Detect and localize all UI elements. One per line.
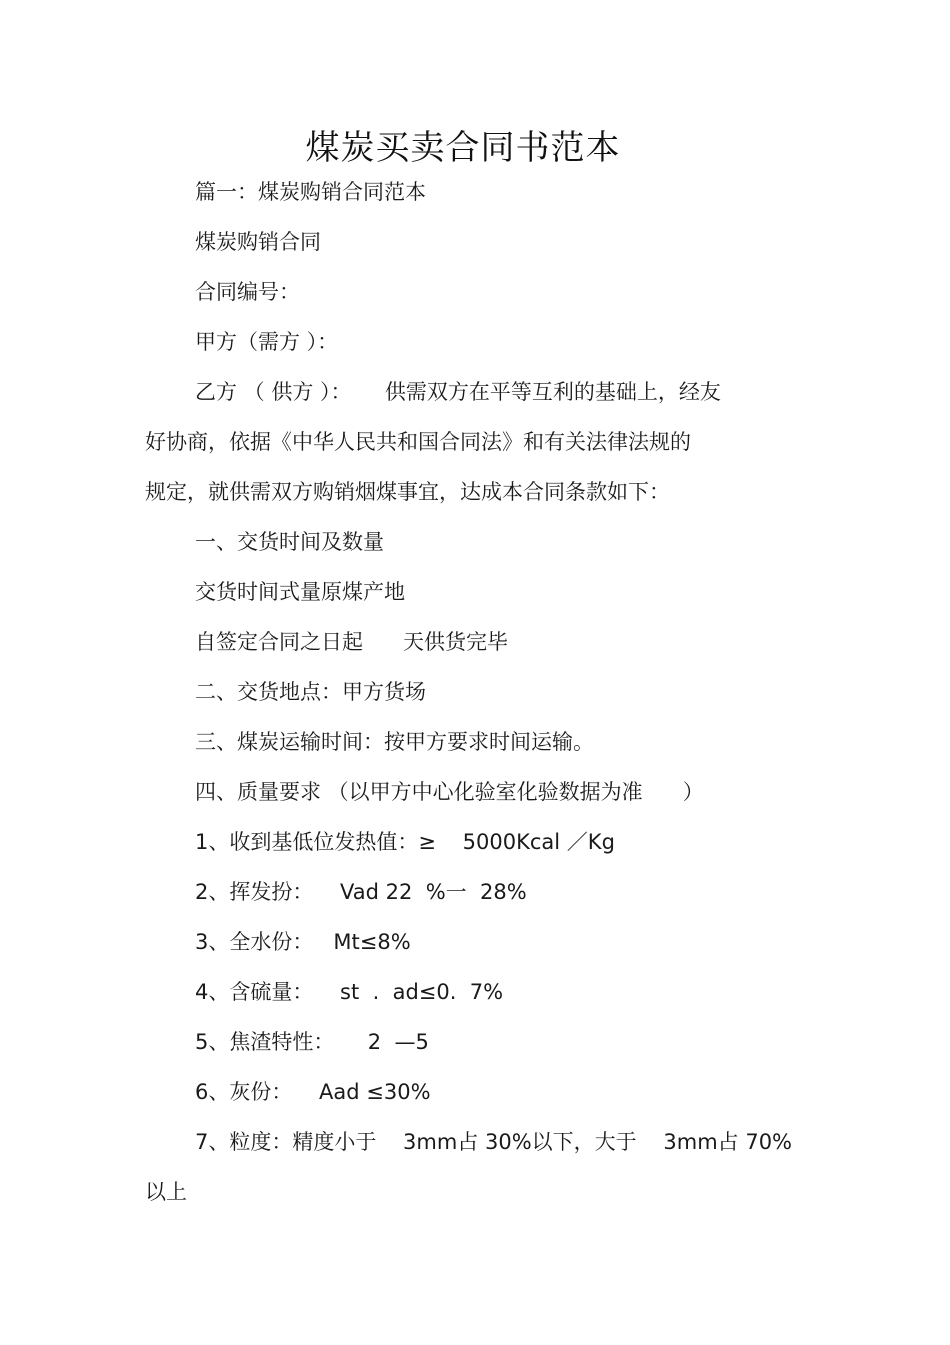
clause-heading: 四、质量要求 （以甲方中心化验室化验数据为准 ） (195, 780, 704, 804)
quality-item: 3、全水份： Mt≤8% (195, 930, 411, 954)
party-a: 甲方（需方 ）： (195, 330, 339, 354)
party-b: 乙方 （ 供方 ）： 供需双方在平等互利的基础上，经友 (195, 380, 721, 404)
clause-heading: 一、交货时间及数量 (195, 530, 384, 554)
section-heading: 篇一：煤炭购销合同范本 (195, 180, 426, 204)
contract-number: 合同编号： (195, 280, 300, 304)
quality-item: 6、灰份： Aad ≤30% (195, 1080, 431, 1104)
quality-item: 5、焦渣特性： 2 —5 (195, 1030, 429, 1054)
quality-item: 7、粒度：精度小于 3mm占 30%以下，大于 3mm占 70% (195, 1130, 793, 1154)
contract-name: 煤炭购销合同 (195, 230, 321, 254)
quality-item: 2、挥发扮： Vad 22 %一 28% (195, 880, 527, 904)
quality-item: 1、收到基低位发热值：≥ 5000Kcal ／Kg (195, 830, 615, 854)
paragraph-line: 好协商，依据《中华人民共和国合同法》和有关法律法规的 (145, 430, 691, 454)
clause-heading: 三、煤炭运输时间：按甲方要求时间运输。 (195, 730, 594, 754)
paragraph-line: 规定，就供需双方购销烟煤事宜，达成本合同条款如下： (145, 480, 670, 504)
document-title: 煤炭买卖合同书范本 (305, 128, 621, 168)
paragraph-line: 以上 (145, 1180, 187, 1204)
clause-heading: 二、交货地点：甲方货场 (195, 680, 426, 704)
clause-line: 自签定合同之日起 天供货完毕 (195, 630, 509, 654)
clause-line: 交货时间式量原煤产地 (195, 580, 405, 604)
quality-item: 4、含硫量： st . ad≤0. 7% (195, 980, 504, 1004)
